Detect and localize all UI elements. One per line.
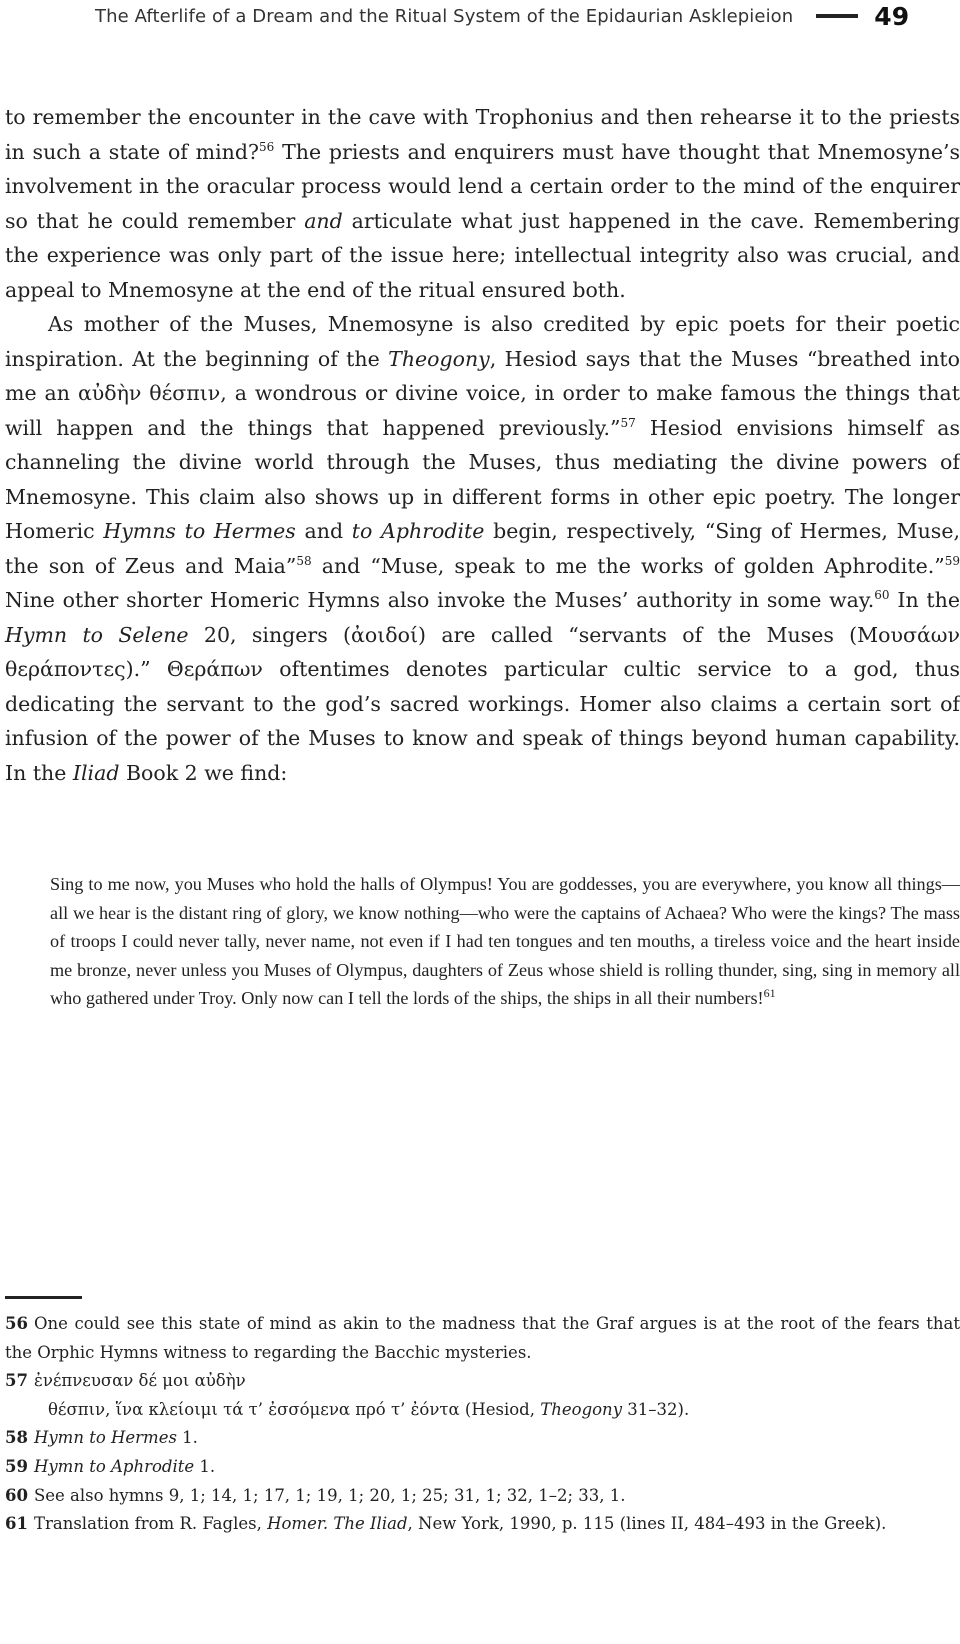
text-run: , Hesiod says that the Muses “breathed into me an αὐδὴν θέσπιν, a wondrous or divine voice, in order to make famous the things that will happen and the things that happened previously.” — [5, 346, 960, 440]
footnote-text: 1. — [176, 1428, 198, 1448]
footnote-61 — [5, 1510, 960, 1539]
iliad-block-quote — [50, 870, 960, 1013]
footnote-ref-60: 60 — [874, 588, 890, 603]
text-run: As mother of the Muses, Mnemosyne is also credited by epic poets for their poetic inspiration. At the beginning of the — [5, 312, 960, 371]
footnote-57 — [5, 1367, 960, 1396]
footnote-number: 57 — [5, 1371, 28, 1391]
footnote-emphasis: Theogony — [540, 1399, 623, 1419]
title-iliad: Iliad — [72, 760, 120, 785]
emphasis: and — [304, 208, 343, 233]
footnote-text: Translation from R. Fagles, — [33, 1514, 268, 1534]
title-to-aphrodite: to Aphrodite — [351, 519, 485, 543]
text-run: 20, singers (ἀοιδοί) are called “servants of the Muses (Μουσάων θεράποντες).” Θεράπων oftentimes denotes particular cultic service to a god, thus dedicating the servant to the god’s sacred workings. Homer also claims a certain sort of infusion of the power of the Muses to know and speak of things beyond human capability. In the — [5, 622, 960, 785]
footnote-ref-57: 57 — [620, 415, 636, 430]
text-run: Nine other shorter Homeric Hymns also invoke the Muses’ authority in some way. — [5, 588, 875, 612]
footnote-text: 31–32). — [622, 1399, 690, 1419]
running-title: The Afterlife of a Dream and the Ritual System of the Epidaurian Asklepieion — [95, 5, 794, 27]
text-run: Hesiod envisions himself as channeling the divine world through the Muses, thus mediating the divine powers of Mnemosyne. This claim also shows up in different forms in other epic poetry. The longer Homeric — [5, 415, 960, 543]
body-text — [5, 100, 960, 790]
footnote-57-continuation — [5, 1396, 960, 1425]
footnote-number: 56 — [5, 1314, 28, 1333]
footnote-number: 60 — [5, 1485, 28, 1505]
quote-text: Sing to me now, you Muses who hold the halls of Olympus! You are goddesses, you are everywhere, you know all things—all we hear is the distant ring of glory, we know nothing—who were the captains of Achaea? Who were the kings? The mass of troops I could never tally, never name, not even if I had ten tongues and ten mouths, a tireless voice and the heart inside me bronze, never unless you Muses of Olympus, daughters of Zeus whose shield is rolling thunder, sing, sing in memory all who gathered under Troy. Only now can I tell the lords of the ships, the ships in all their numbers! — [50, 874, 960, 1008]
header-rule — [816, 14, 858, 18]
text-run: and — [295, 519, 352, 543]
footnote-ref-59: 59 — [944, 553, 960, 568]
title-hymn-to-selene: Hymn to Selene — [5, 622, 189, 647]
footnote-59 — [5, 1453, 960, 1482]
title-theogony: Theogony — [388, 346, 490, 371]
footnote-text: θέσπιν, ἵνα κλείοιμι τά τ’ ἐσσόμενα πρό τ’ ἐόντα (Hesiod, — [48, 1399, 541, 1419]
text-run: to remember the encounter in the cave with Trophonius and then rehearse it to the priests in such a state of mind? — [5, 105, 960, 164]
footnote-number: 58 — [5, 1428, 28, 1448]
footnotes — [5, 1310, 960, 1539]
footnote-number: 61 — [5, 1514, 28, 1534]
text-run: articulate what just happened in the cave. Remembering the experience was only part of the issue here; intellectual integrity also was crucial, and appeal to Mnemosyne at the end of the ritual ensured both. — [5, 208, 960, 302]
footnote-text: One could see this state of mind as akin to the madness that the Graf argues is at the root of the fears that the Orphic Hymns witness to regarding the Bacchic mysteries. — [5, 1314, 960, 1362]
text-run: Book 2 we find: — [119, 760, 288, 785]
footnote-separator — [5, 1296, 82, 1299]
footnote-56 — [5, 1310, 960, 1367]
footnote-ref-61: 61 — [763, 985, 776, 1000]
text-run: and “Muse, speak to me the works of golden Aphrodite.” — [311, 553, 945, 578]
text-run: The priests and enquirers must have thought that Mnemosyne’s involvement in the oracular process would lend a certain order to the mind of the enquirer so that he could remember — [5, 139, 960, 233]
footnote-58 — [5, 1424, 960, 1453]
footnote-ref-56: 56 — [259, 139, 275, 154]
footnote-60 — [5, 1482, 960, 1511]
footnote-emphasis: Hymn to Hermes — [33, 1428, 177, 1448]
paragraph-2 — [5, 307, 960, 790]
footnote-ref-58: 58 — [296, 553, 312, 568]
page-number: 49 — [874, 1, 910, 31]
footnote-emphasis: Hymn to Aphrodite — [33, 1456, 195, 1476]
title-hymns-to-hermes: Hymns to Hermes — [103, 519, 296, 543]
footnote-text: 1. — [194, 1456, 216, 1476]
footnote-text: See also hymns 9, 1; 14, 1; 17, 1; 19, 1; 20, 1; 25; 31, 1; 32, 1–2; 33, 1. — [33, 1485, 626, 1505]
footnote-text: , New York, 1990, p. 115 (lines II, 484–493 in the Greek). — [407, 1514, 887, 1534]
footnote-emphasis: Homer. The Iliad — [267, 1514, 408, 1534]
text-run: In the — [889, 588, 960, 612]
footnote-number: 59 — [5, 1456, 28, 1476]
paragraph-1 — [5, 100, 960, 307]
footnote-greek-line: ἐνέπνευσαν δέ μοι αὐδὴν — [33, 1371, 246, 1391]
text-run: begin, respectively, “Sing of Hermes, Muse, the son of Zeus and Maia” — [5, 519, 960, 578]
running-header — [95, 2, 960, 30]
